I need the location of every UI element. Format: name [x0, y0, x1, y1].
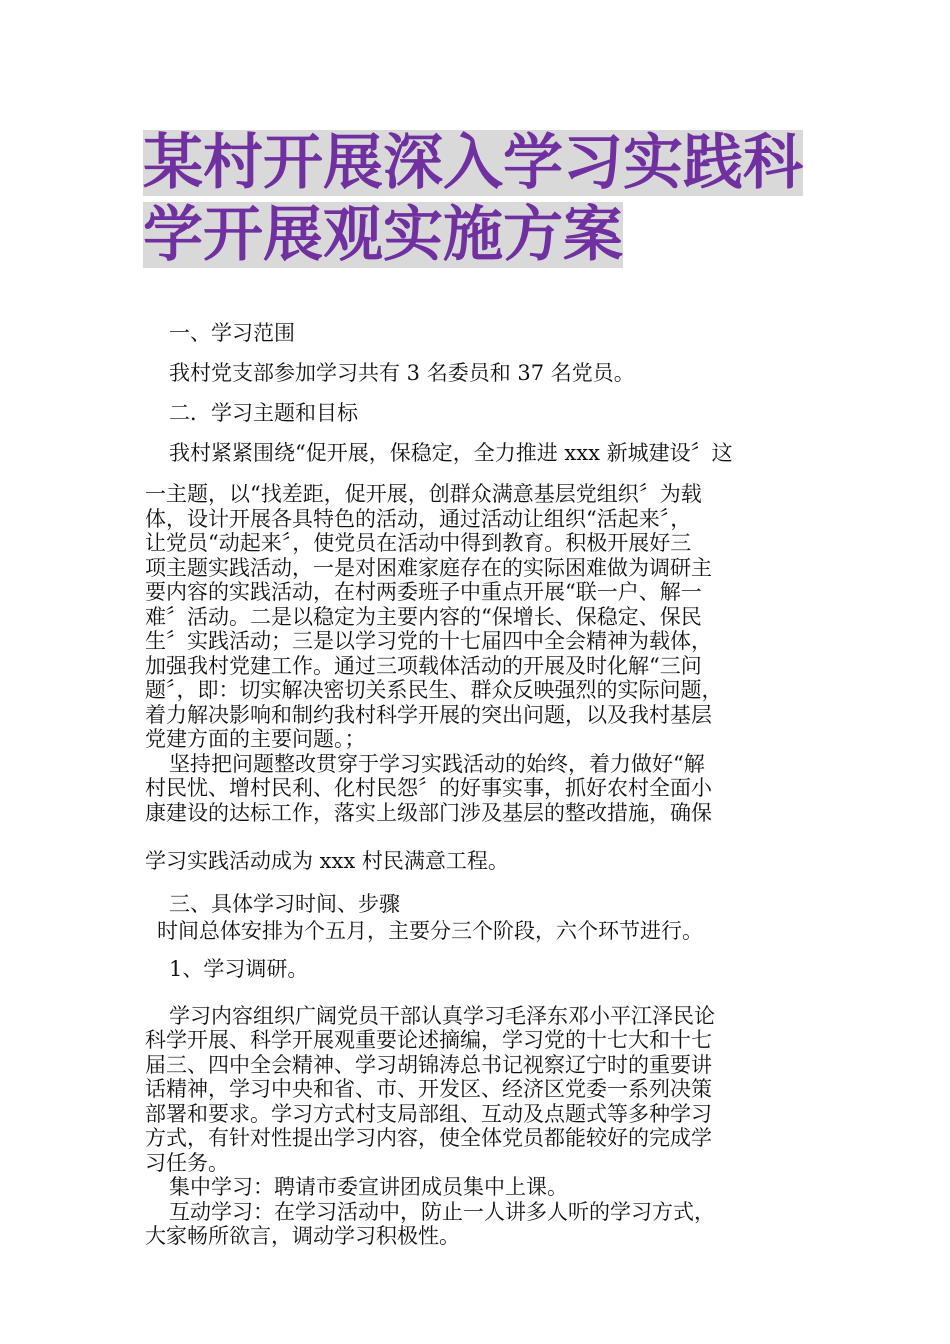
document-body: [145, 318, 810, 1249]
paragraph-interactive-study-line: 大家畅所欲言，调动学习积极性。: [145, 1224, 460, 1248]
paragraph-schedule: 时间总体安排为个五月，主要分三个阶段，六个环节进行。: [157, 919, 703, 943]
paragraph-scope: 我村党支部参加学习共有 3 名委员和 37 名党员。: [169, 361, 635, 385]
paragraph-theme: [145, 482, 810, 825]
subheading-study-research: 1、学习调研。: [169, 956, 309, 981]
paragraph-study-line: 届三、四中全会精神、学习胡锦涛总书记视察辽宁时的重要讲: [145, 1052, 712, 1077]
paragraph-study-content: [145, 1004, 810, 1249]
paragraph-theme-line: 着力解决影响和制约我村科学开展的突出问题，以及我村基层: [145, 702, 712, 727]
paragraph-rectify-line: 康建设的达标工作，落实上级部门涉及基层的整改措施，确保: [145, 800, 712, 825]
paragraph-study-line: 习任务。: [145, 1150, 229, 1175]
paragraph-study-line: 学习内容组织广阔党员干部认真学习毛泽东邓小平江泽民论: [169, 1003, 715, 1028]
paragraph-theme-line: 题〞，即：切实解决密切关系民生、群众反映强烈的实际问题，: [145, 678, 723, 702]
paragraph-study-line: 部署和要求。学习方式村支局部组、互动及点题式等多种学习: [145, 1101, 712, 1126]
paragraph-theme-line: 我村紧紧围绕“促开展，保稳定，全力推进 xxx 新城建设〞这: [169, 441, 733, 465]
paragraph-study-line: 科学开展、科学开展观重要论述摘编，学习党的十七大和十七: [145, 1028, 712, 1052]
paragraph-theme-line: 加强我村党建工作。通过三项载体活动的开展及时化解“三问: [145, 653, 702, 678]
paragraph-theme-line: 难〞活动。二是以稳定为主要内容的“保增长、保稳定、保民: [145, 604, 702, 629]
title-line-2: 学开展观实施方案: [143, 200, 623, 270]
paragraph-theme-line: 一主题，以“找差距，促开展，创群众满意基层党组织〞为载: [145, 482, 702, 506]
paragraph-study-line: 话精神，学习中央和省、市、开发区、经济区党委一系列决策: [145, 1077, 712, 1101]
paragraph-interactive-study-line: 互动学习：在学习活动中，防止一人讲多人听的学习方式，: [169, 1199, 715, 1224]
paragraph-theme-line: 党建方面的主要问题。；: [145, 727, 366, 751]
section-heading-theme: 二．学习主题和目标: [169, 401, 358, 425]
paragraph-group-study: 集中学习：聘请市委宣讲团成员集中上课。: [169, 1175, 568, 1199]
paragraph-rectify-line: 学习实践活动成为 xxx 村民满意工程。: [145, 849, 509, 873]
paragraph-rectify-line: 村民忧、增村民利、化村民怨〞的好事实事，抓好农村全面小: [145, 776, 712, 800]
paragraph-theme-line: 项主题实践活动，一是对困难家庭存在的实际困难做为调研主: [145, 555, 712, 580]
title-line-1: 某村开展深入学习实践科: [143, 128, 803, 198]
paragraph-theme-line: 体，设计开展各具特色的活动，通过活动让组织“活起来〞，: [145, 506, 692, 531]
paragraph-rectify-line: 坚持把问题整改贯穿于学习实践活动的始终，着力做好“解: [169, 751, 705, 776]
document-title: [143, 130, 823, 274]
paragraph-study-line: 方式，有针对性提出学习内容，使全体党员都能较好的完成学: [145, 1126, 712, 1150]
section-heading-scope: 一、学习范围: [169, 321, 295, 345]
paragraph-theme-line: 让党员“动起来〞，使党员在活动中得到教育。积极开展好三: [145, 531, 692, 555]
paragraph-theme-line: 要内容的实践活动，在村两委班子中重点开展“联一户、解一: [145, 580, 702, 604]
paragraph-theme-line: 生〞实践活动；三是以学习党的十七届四中全会精神为载体，: [145, 629, 712, 653]
section-heading-schedule: 三、具体学习时间、步骤: [169, 892, 400, 916]
